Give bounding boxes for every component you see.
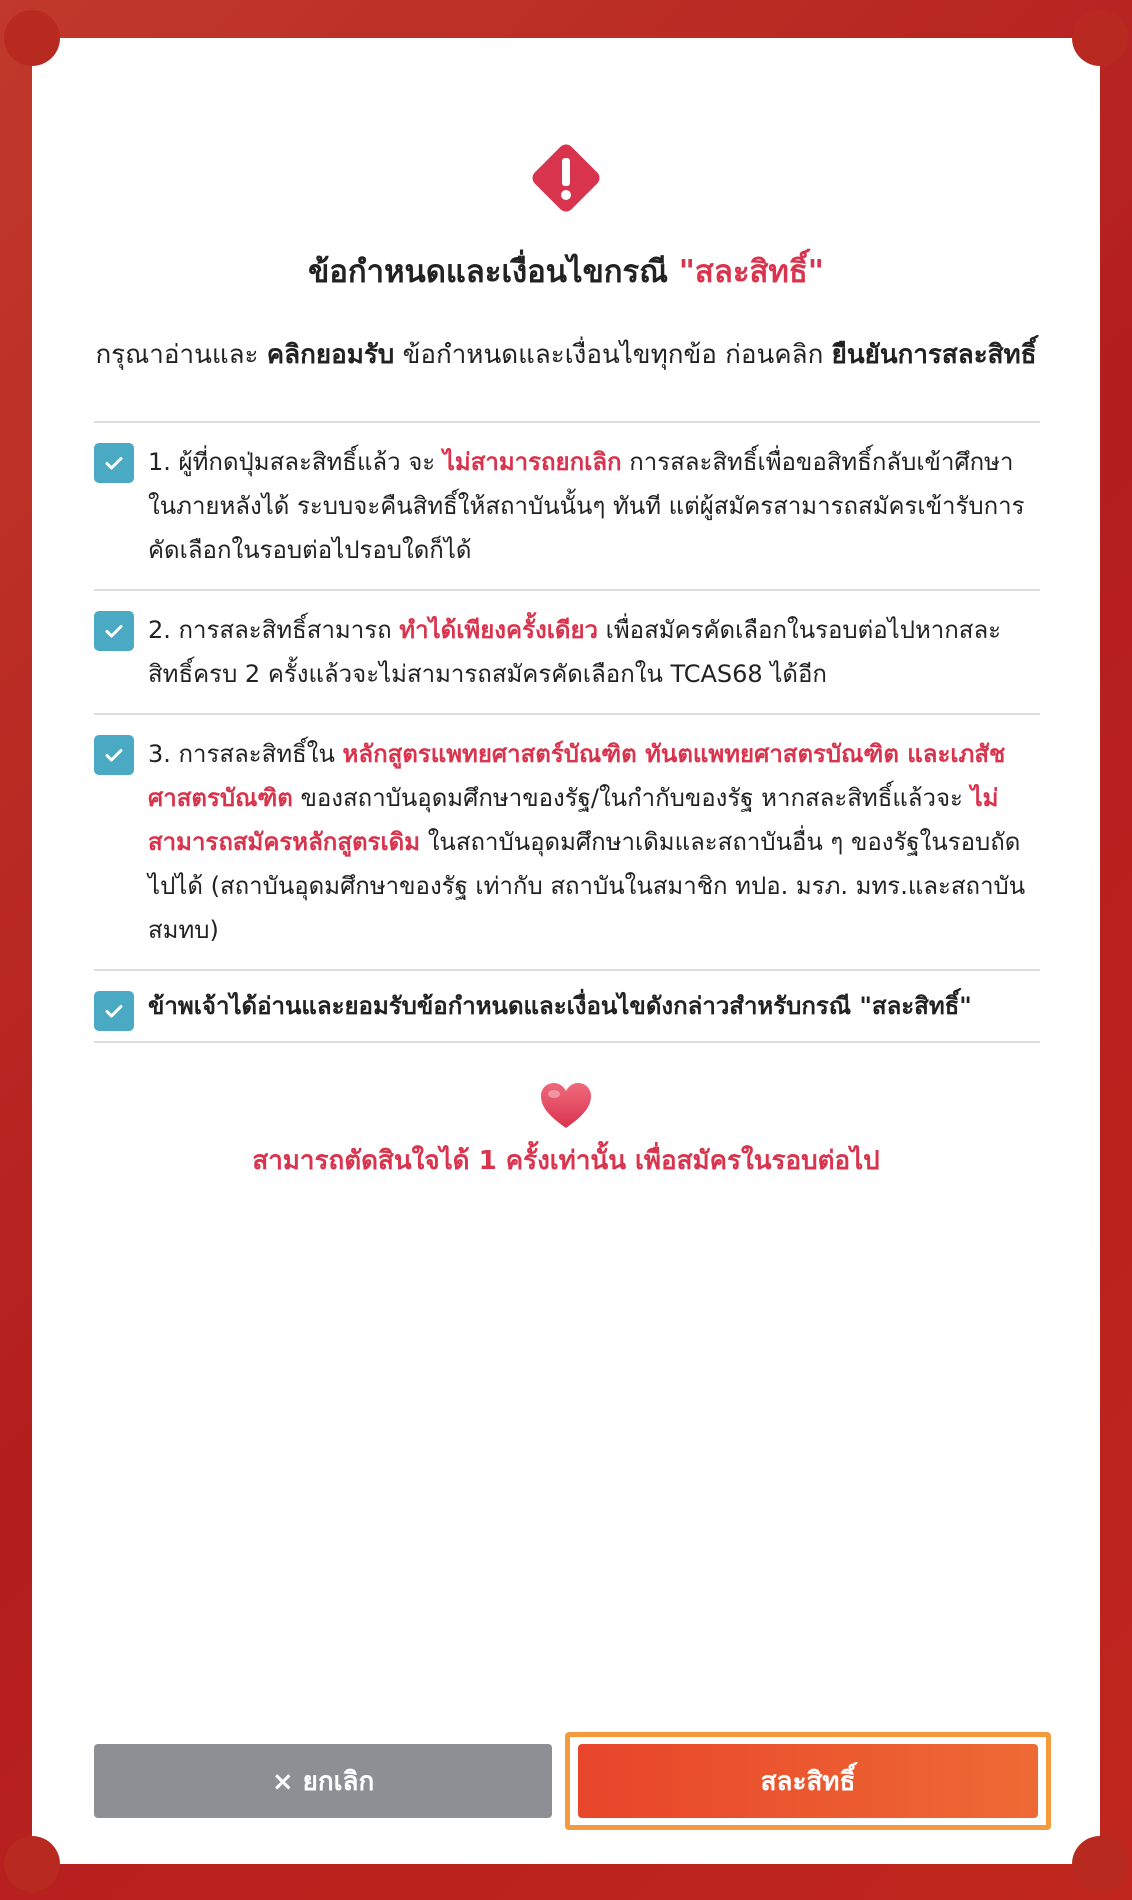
term-checkbox-2[interactable] bbox=[94, 611, 134, 651]
cancel-button[interactable]: × ยกเลิก bbox=[94, 1744, 552, 1818]
check-icon bbox=[102, 999, 126, 1023]
frame-corner bbox=[1072, 1836, 1128, 1892]
decision-note: สามารถตัดสินใจได้ 1 ครั้งเท่านั้น เพื่อสมัครในรอบต่อไป bbox=[252, 1146, 880, 1176]
dialog-title-highlight: "สละสิทธิ์" bbox=[678, 254, 824, 290]
instructions-text: ข้อกำหนดและเงื่อนไขทุกข้อ ก่อนคลิก bbox=[394, 340, 832, 370]
term-item-1 bbox=[94, 421, 1040, 589]
check-icon bbox=[102, 451, 126, 475]
term-text-2 bbox=[148, 591, 1040, 713]
term-highlight: ทำได้เพียงครั้งเดียว bbox=[399, 616, 599, 644]
term-checkbox-3[interactable] bbox=[94, 735, 134, 775]
term-text: เพื่อสมัครคัดเลือกในรอบต่อไปหากสละสิทธิ์ครบ 2 ครั้งแล้วจะไม่สามารถสมัครคัดเลือกใน TCAS68 ได้อีก bbox=[148, 616, 1002, 688]
terms-list bbox=[94, 421, 1040, 1043]
check-icon bbox=[102, 743, 126, 767]
term-text: ในสถาบันอุดมศึกษาเดิมและสถาบันอื่น ๆ ของรัฐในรอบถัดไปได้ (สถาบันอุดมศึกษาของรัฐ เท่ากับ สถาบันในสมาชิก ทปอ. มรภ. มทร.และสถาบันสมทบ) bbox=[148, 828, 1026, 944]
term-item-3 bbox=[94, 713, 1040, 969]
frame-corner bbox=[4, 10, 60, 66]
accept-all-label: ข้าพเจ้าได้อ่านและยอมรับข้อกำหนดและเงื่อนไขดังกล่าวสำหรับกรณี "สละสิทธิ์" bbox=[148, 992, 972, 1020]
term-highlight: ไม่สามารถสมัครหลักสูตรเดิม bbox=[148, 784, 999, 856]
term-text-3 bbox=[148, 715, 1040, 969]
warning-diamond-icon bbox=[526, 138, 606, 218]
frame-corner bbox=[1072, 10, 1128, 66]
term-checkbox-1[interactable] bbox=[94, 443, 134, 483]
dialog-title-prefix: ข้อกำหนดและเงื่อนไขกรณี bbox=[308, 254, 679, 290]
term-text-1 bbox=[148, 423, 1040, 589]
instructions-text: กรุณาอ่านและ bbox=[95, 340, 267, 370]
heart-icon bbox=[539, 1082, 593, 1130]
term-item-2 bbox=[94, 589, 1040, 713]
frame-corner bbox=[4, 1836, 60, 1892]
terms-dialog bbox=[32, 38, 1100, 1864]
waive-rights-button[interactable]: สละสิทธิ์ bbox=[578, 1744, 1038, 1818]
accept-all-checkbox[interactable] bbox=[94, 991, 134, 1031]
check-icon bbox=[102, 619, 126, 643]
dialog-instructions bbox=[72, 334, 1060, 375]
dialog-title bbox=[32, 246, 1100, 296]
instructions-bold-confirm: ยืนยันการสละสิทธิ์ bbox=[831, 340, 1037, 370]
instructions-bold-accept: คลิกยอมรับ bbox=[266, 340, 395, 370]
term-text: การสละสิทธิ์เพื่อขอสิทธิ์กลับเข้าศึกษาในภายหลังได้ ระบบจะคืนสิทธิ์ให้สถาบันนั้นๆ ทันที แต่ผู้สมัครสามารถสมัครเข้ารับการคัดเลือกในรอบต่อไปรอบใดก็ได้ bbox=[148, 448, 1025, 564]
term-text: ของสถาบันอุดมศึกษาของรัฐ/ในกำกับของรัฐ หากสละสิทธิ์แล้วจะ bbox=[292, 784, 971, 812]
term-highlight: ไม่สามารถยกเลิก bbox=[442, 448, 622, 476]
term-item-accept bbox=[94, 969, 1040, 1043]
term-text: 3. การสละสิทธิ์ใน bbox=[148, 740, 343, 768]
term-text: 2. การสละสิทธิ์สามารถ bbox=[148, 616, 400, 644]
term-highlight: หลักสูตรแพทยศาสตร์บัณฑิต ทันตแพทยศาสตรบัณฑิต และเภสัชศาสตรบัณฑิต bbox=[148, 740, 1006, 812]
term-text: 1. ผู้ที่กดปุ่มสละสิทธิ์แล้ว จะ bbox=[148, 448, 443, 476]
